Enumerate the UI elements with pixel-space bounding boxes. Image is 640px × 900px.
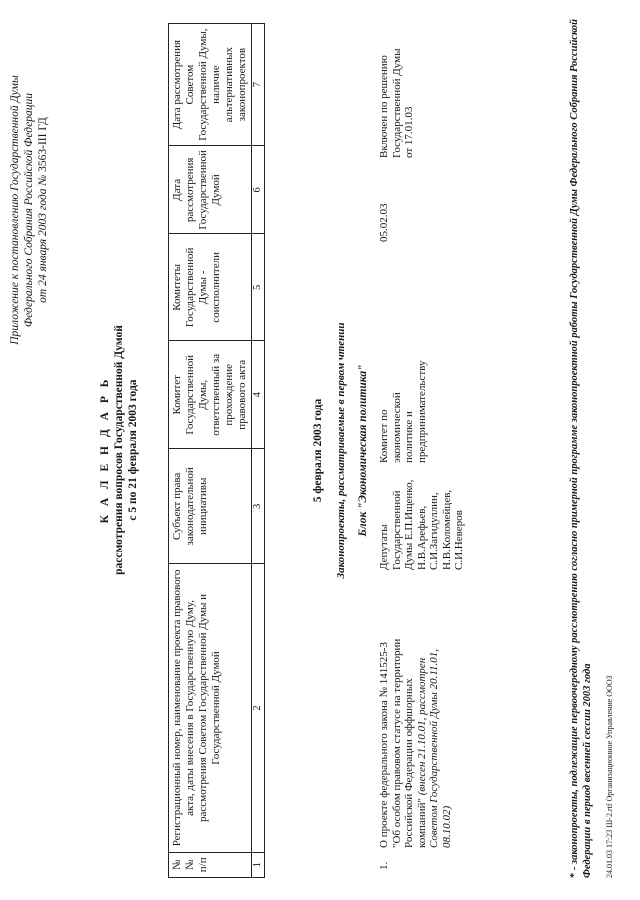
entry-subject: Депутаты Государственной Думы Е.П.Ищенко, Н.В.Арефьев, С.И.Загидуллин, Н.В.Коломейцев, С.И.Неверов [378,479,465,570]
appendix-date: от 24 января 2003 года № [37,174,49,303]
calendar-title-main: К А Л Е Н Д А Р Ь [99,376,111,524]
appendix-header [8,0,50,420]
footnote-marker: * [569,872,580,878]
column-number: 3 [252,449,265,564]
entry-committee: Комитет по экономической политике и предпринимательству [378,360,428,463]
entry-dates: (внесен 21.10.01, рассмотрен Советом Государственной Думы 20.11.01, 08.10.02) [415,648,453,848]
column-number: 7 [252,24,265,146]
column-number: 1 [252,852,265,877]
calendar-title-sub: рассмотрения вопросов Государственной Думой [113,325,125,575]
header-cell: Регистрационный номер, наименование проекта правового акта, даты внесения в Государственную Думу, рассмотрения Советом Государственной Думы и Государственной Думой [169,564,252,852]
footnote [568,18,594,878]
date-heading: 5 февраля 2003 года [312,398,324,503]
calendar-title [98,240,140,660]
footnote-text: - законопроекты, подлежащие первоочередному рассмотрению согласно примерной программе законопроектной работы Государственной Думы Федерального Собрания Российской Федерации в период весенней сессии 2003 года [569,19,593,878]
column-number: 2 [252,564,265,852]
header-cell: №№ п/п [169,852,252,877]
header-cell: Комитет Государственной Думы, ответственный за прохождение правового акта [169,341,252,449]
table-header-row [169,24,252,878]
entry-number: 1. [378,861,390,870]
entry-title-text: О проекте федерального закона № 141525-3 "Об особом правовом статусе на территории Российской Федерации оффшорных компаний" [378,638,428,848]
appendix-line-2: Федерального Собрания Российской Федерации [23,92,35,328]
header-cell: Дата рассмотрения Государственной Думой [169,146,252,234]
column-number: 4 [252,341,265,449]
file-info: 24.01.03 17:23 Ш-2.rtf Организационное Управление ООО3 [605,675,614,878]
column-number: 6 [252,146,265,234]
calendar-title-period: с 5 по 21 февраля 2003 года [127,379,139,521]
entry-duma-date: 05.02.03 [378,203,390,242]
column-number-row [252,24,265,878]
appendix-line-1: Приложение к постановлению Государственной Думы [9,75,21,345]
resolution-number: 3563-III ГД [37,117,49,172]
header-cell: Дата рассмотрения Советом Государственной Думы, наличие альтернативных законопроектов [169,24,252,146]
header-cell: Комитеты Государственной Думы - соисполнители [169,234,252,341]
section-heading: Законопроекты, рассматриваемые в первом чтении [335,322,347,579]
header-cell: Субъект права законодательной инициативы [169,449,252,564]
block-heading: Блок "Экономическая политика" [357,364,369,537]
calendar-table [168,23,265,878]
column-number: 5 [252,234,265,341]
entry-title [378,630,453,848]
entry-council-note: Включен по решению Государственной Думы от 17.01.03 [378,48,415,158]
appendix-line-3 [36,0,50,420]
